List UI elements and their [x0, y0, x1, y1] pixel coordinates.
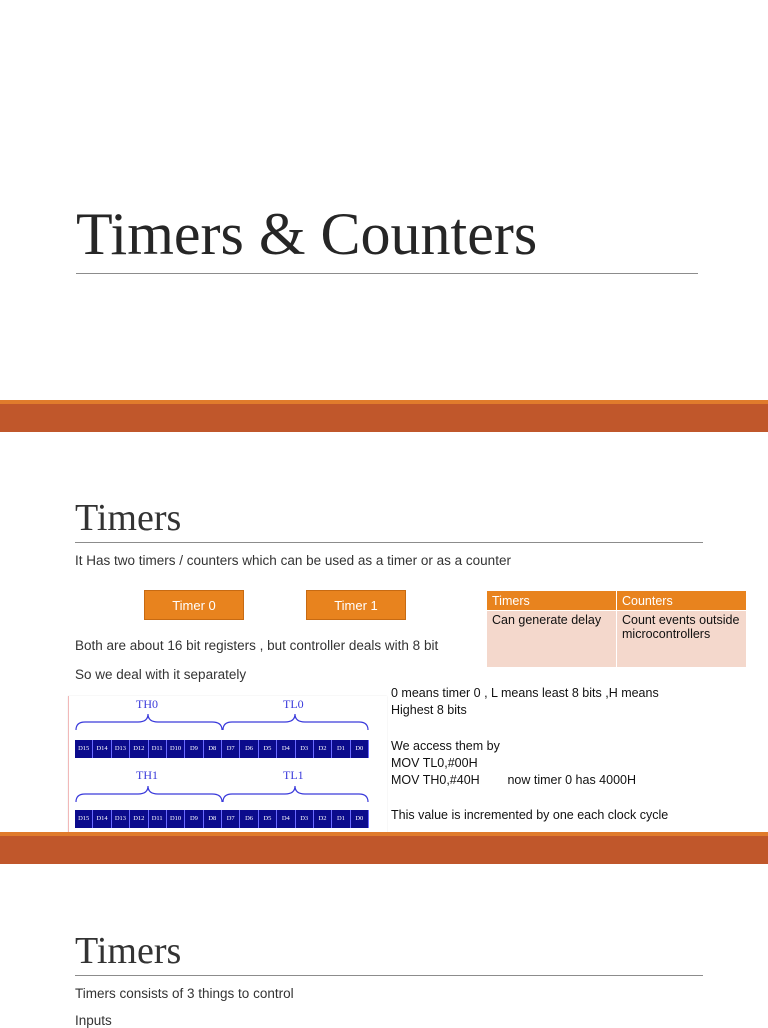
- timer0-box: Timer 0: [144, 590, 244, 620]
- slide1-title: Timers & Counters: [76, 201, 538, 267]
- separately-text: So we deal with it separately: [75, 667, 247, 682]
- register-bit-cell: D13: [112, 740, 130, 758]
- th1-label: TH1: [136, 768, 158, 782]
- register-bit-cell: D4: [277, 740, 295, 758]
- tl1-label: TL1: [283, 768, 304, 782]
- register-bit-cell: D0: [351, 810, 369, 828]
- note-line6: This value is incremented by one each clock cycle: [391, 808, 669, 822]
- register-bit-cell: D11: [149, 810, 167, 828]
- th0-label: TH0: [136, 697, 158, 711]
- slide3-paragraph: Timers consists of 3 things to control: [75, 986, 294, 1001]
- table-header-timers: Timers: [487, 591, 617, 611]
- register-bit-cell: D2: [314, 810, 332, 828]
- timers-counters-table: [486, 590, 747, 668]
- register-size-text: Both are about 16 bit registers , but controller deals with 8 bit: [75, 638, 439, 653]
- register-bit-cell: D9: [185, 740, 203, 758]
- register-row-timer0: [75, 740, 369, 758]
- title-divider: [75, 975, 703, 976]
- note-line5: MOV TH0,#40H now timer 0 has 4000H: [391, 773, 637, 787]
- register-bit-cell: D15: [75, 810, 93, 828]
- bottom-braces: [75, 784, 369, 804]
- register-bit-cell: D11: [149, 740, 167, 758]
- register-bit-cell: D12: [130, 740, 148, 758]
- title-divider: [76, 273, 698, 274]
- note-line3: We access them by: [391, 739, 500, 753]
- register-bit-cell: D14: [93, 810, 111, 828]
- register-bit-cell: D5: [259, 810, 277, 828]
- register-bit-cell: D3: [296, 740, 314, 758]
- slide3-paragraph-inputs: Inputs: [75, 1013, 112, 1028]
- register-bit-cell: D15: [75, 740, 93, 758]
- register-bit-cell: D3: [296, 810, 314, 828]
- register-bit-cell: D12: [130, 810, 148, 828]
- register-bit-cell: D0: [351, 740, 369, 758]
- register-row-timer1: [75, 810, 369, 828]
- table-header-counters: Counters: [617, 591, 747, 611]
- register-bit-cell: D1: [332, 740, 350, 758]
- slide2-title: Timers: [75, 497, 182, 539]
- note-line1: 0 means timer 0 , L means least 8 bits ,H means: [391, 686, 659, 700]
- top-braces: [75, 712, 369, 732]
- title-divider: [75, 542, 703, 543]
- register-bit-cell: D1: [332, 810, 350, 828]
- slide-separator-band: [0, 404, 768, 432]
- table-cell-counters: Count events outside microcontrollers: [617, 611, 747, 668]
- register-bit-cell: D10: [167, 810, 185, 828]
- slide-separator-band: [0, 836, 768, 864]
- register-bit-cell: D7: [222, 740, 240, 758]
- register-bit-cell: D8: [204, 810, 222, 828]
- tl0-label: TL0: [283, 697, 304, 711]
- register-bit-cell: D5: [259, 740, 277, 758]
- register-bit-cell: D6: [240, 740, 258, 758]
- register-bit-cell: D6: [240, 810, 258, 828]
- note-line2: Highest 8 bits: [391, 703, 467, 717]
- register-bit-cell: D10: [167, 740, 185, 758]
- note-line4: MOV TL0,#00H: [391, 756, 478, 770]
- register-bit-cell: D2: [314, 740, 332, 758]
- table-cell-timers: Can generate delay: [487, 611, 617, 668]
- timer1-box: Timer 1: [306, 590, 406, 620]
- register-bit-cell: D14: [93, 740, 111, 758]
- register-bit-cell: D9: [185, 810, 203, 828]
- register-bit-cell: D13: [112, 810, 130, 828]
- slide3-title: Timers: [75, 930, 182, 972]
- register-bit-cell: D4: [277, 810, 295, 828]
- intro-text: It Has two timers / counters which can be used as a timer or as a counter: [75, 553, 511, 568]
- register-bit-cell: D7: [222, 810, 240, 828]
- register-bit-cell: D8: [204, 740, 222, 758]
- register-figure: [68, 696, 387, 836]
